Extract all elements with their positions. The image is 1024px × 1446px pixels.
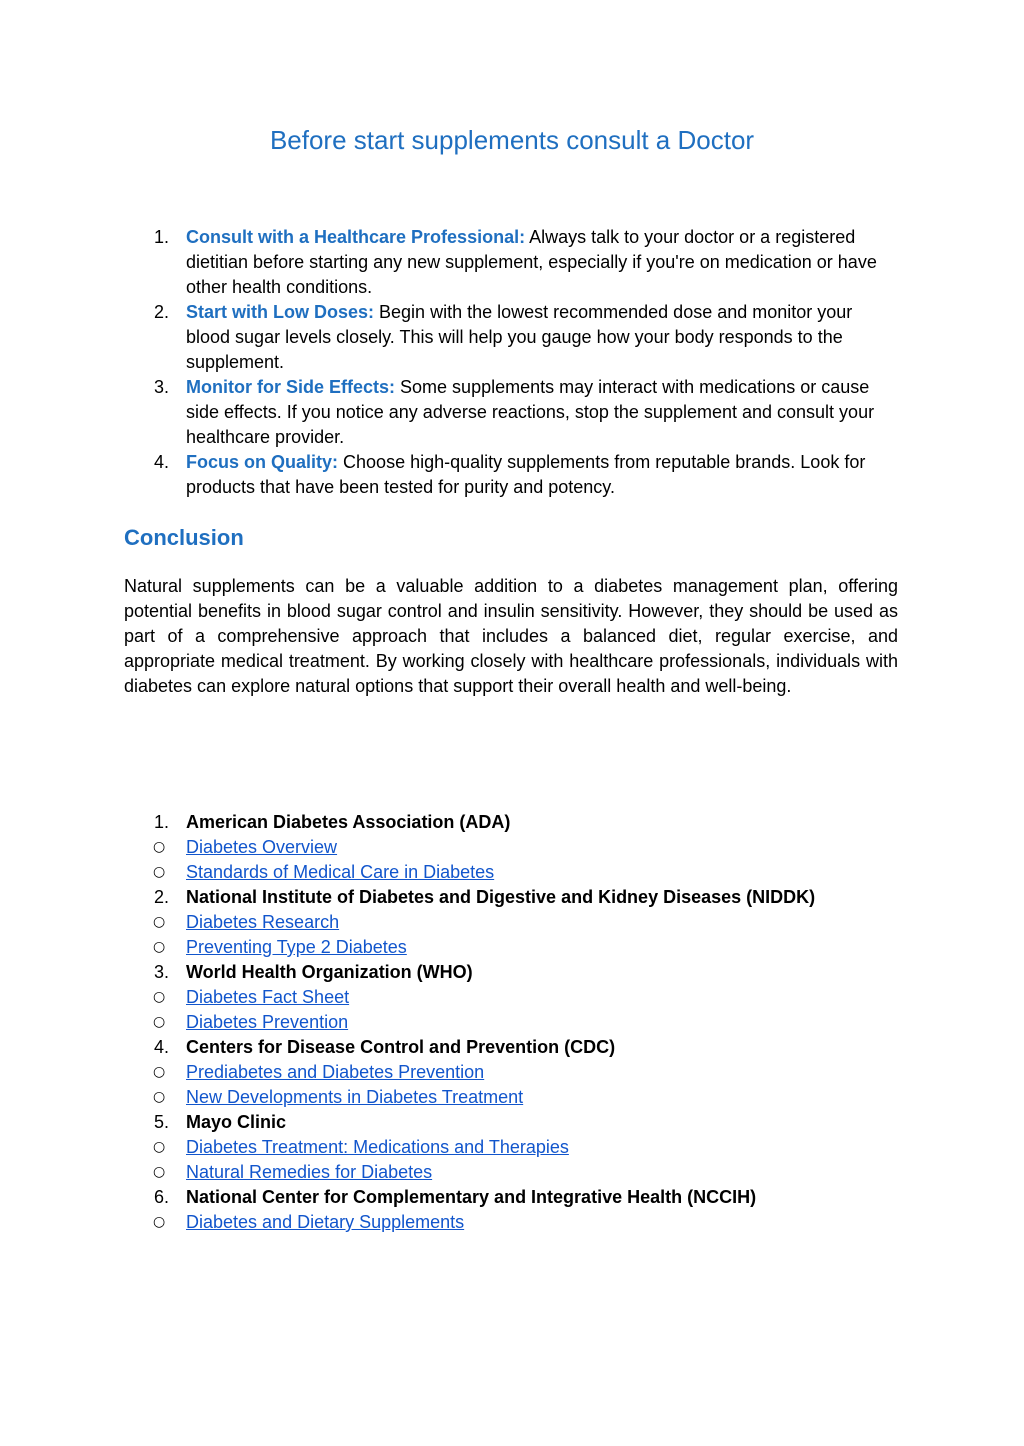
- reference-org: [124, 810, 900, 835]
- reference-item: [124, 960, 900, 1035]
- reference-links: [124, 1210, 900, 1235]
- reference-link-diabetes-research[interactable]: Diabetes Research: [186, 912, 340, 932]
- tip-text: Always talk to your doctor or a registered dietitian before starting any new supplement, especially if you're on medication or have other health conditions.: [186, 227, 877, 297]
- list-item: [124, 1210, 900, 1235]
- reference-link-dietary-supplements[interactable]: Diabetes and Dietary Supplements: [186, 1212, 465, 1232]
- circle-bullet-icon: ○: [153, 1164, 166, 1180]
- reference-links: [124, 910, 900, 960]
- conclusion-heading: Conclusion: [124, 525, 244, 550]
- tip-text: Choose high-quality supplements from reputable brands. Look for products that have been tested for purity and potency.: [186, 452, 866, 497]
- list-item: [124, 1010, 900, 1035]
- circle-bullet-icon: ○: [153, 864, 166, 880]
- reference-org: [124, 960, 900, 985]
- reference-item: [124, 810, 900, 885]
- circle-bullet-icon: ○: [153, 839, 166, 855]
- reference-item: [124, 1110, 900, 1185]
- conclusion-paragraph: Natural supplements can be a valuable addition to a diabetes management plan, offering potential benefits in blood sugar control and insulin sensitivity. However, they should be used as part of a comprehensive approach that includes a balanced diet, regular exercise, and appropriate medical treatment. By working closely with healthcare professionals, individuals with diabetes can explore natural options that support their overall health and well-being.: [124, 576, 898, 696]
- list-number: 2.: [154, 302, 170, 322]
- list-number: 4.: [154, 452, 170, 472]
- reference-links: [124, 985, 900, 1035]
- tips-list: [124, 225, 900, 500]
- circle-bullet-icon: ○: [153, 1089, 166, 1105]
- reference-link-diabetes-overview[interactable]: Diabetes Overview: [186, 837, 338, 857]
- list-number: 5.: [154, 1112, 170, 1132]
- reference-link-diabetes-prevention[interactable]: Diabetes Prevention: [186, 1012, 349, 1032]
- reference-link-treatment[interactable]: Diabetes Treatment: Medications and Therapies: [186, 1137, 569, 1157]
- reference-org-name: Mayo Clinic: [186, 1112, 287, 1132]
- reference-links: [124, 1135, 900, 1185]
- reference-links: [124, 835, 900, 885]
- list-number: 3.: [154, 377, 170, 397]
- list-number: 3.: [154, 962, 170, 982]
- reference-org-name: National Institute of Diabetes and Digestive and Kidney Diseases (NIDDK): [186, 887, 816, 907]
- reference-org: [124, 1035, 900, 1060]
- reference-link-new-developments[interactable]: New Developments in Diabetes Treatment: [186, 1087, 524, 1107]
- reference-link-standards-of-care[interactable]: Standards of Medical Care in Diabetes: [186, 862, 495, 882]
- reference-org-name: National Center for Complementary and Integrative Health (NCCIH): [186, 1187, 757, 1207]
- list-item: [124, 375, 900, 450]
- reference-org-name: American Diabetes Association (ADA): [186, 812, 511, 832]
- tip-title: Start with Low Doses:: [186, 302, 375, 322]
- list-item: [124, 835, 900, 860]
- circle-bullet-icon: ○: [153, 989, 166, 1005]
- list-number: 6.: [154, 1187, 170, 1207]
- circle-bullet-icon: ○: [153, 1214, 166, 1230]
- reference-org-name: World Health Organization (WHO): [186, 962, 473, 982]
- list-number: 1.: [154, 227, 170, 247]
- reference-links: [124, 1060, 900, 1110]
- reference-item: [124, 1185, 900, 1235]
- circle-bullet-icon: ○: [153, 1014, 166, 1030]
- tip-text: Begin with the lowest recommended dose and monitor your blood sugar levels closely. This will help you gauge how your body responds to the supplement.: [186, 302, 853, 372]
- list-item: [124, 910, 900, 935]
- circle-bullet-icon: ○: [153, 1064, 166, 1080]
- circle-bullet-icon: ○: [153, 939, 166, 955]
- tip-title: Consult with a Healthcare Professional:: [186, 227, 526, 247]
- references-list: [124, 810, 900, 1235]
- list-item: [124, 300, 900, 375]
- list-item: [124, 1135, 900, 1160]
- list-item: [124, 860, 900, 885]
- reference-item: [124, 885, 900, 960]
- reference-org-name: Centers for Disease Control and Prevention (CDC): [186, 1037, 616, 1057]
- list-item: [124, 1085, 900, 1110]
- tip-title: Monitor for Side Effects:: [186, 377, 396, 397]
- list-item: [124, 985, 900, 1010]
- reference-org: [124, 1110, 900, 1135]
- list-item: [124, 225, 900, 300]
- list-number: 4.: [154, 1037, 170, 1057]
- list-item: [124, 450, 900, 500]
- list-number: 1.: [154, 812, 170, 832]
- reference-link-prediabetes[interactable]: Prediabetes and Diabetes Prevention: [186, 1062, 485, 1082]
- tip-text: Some supplements may interact with medications or cause side effects. If you notice any adverse reactions, stop the supplement and consult your healthcare provider.: [186, 377, 875, 447]
- list-number: 2.: [154, 887, 170, 907]
- list-item: [124, 935, 900, 960]
- page-title: Before start supplements consult a Doctor: [269, 125, 755, 155]
- reference-item: [124, 1035, 900, 1110]
- reference-link-preventing-type-2[interactable]: Preventing Type 2 Diabetes: [186, 937, 407, 957]
- circle-bullet-icon: ○: [153, 1139, 166, 1155]
- circle-bullet-icon: ○: [153, 914, 166, 930]
- list-item: [124, 1060, 900, 1085]
- reference-org: [124, 1185, 900, 1210]
- reference-org: [124, 885, 900, 910]
- tip-title: Focus on Quality:: [186, 452, 339, 472]
- list-item: [124, 1160, 900, 1185]
- reference-link-fact-sheet[interactable]: Diabetes Fact Sheet: [186, 987, 350, 1007]
- reference-link-natural-remedies[interactable]: Natural Remedies for Diabetes: [186, 1162, 433, 1182]
